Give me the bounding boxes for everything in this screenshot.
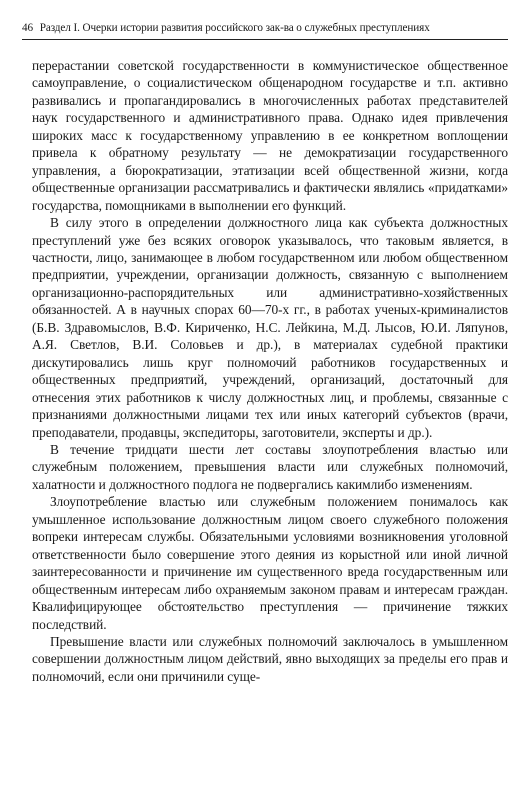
page-number: 46: [22, 22, 33, 34]
header-rule: [22, 39, 508, 40]
paragraph: Злоупотребление властью или служебным положением понималось как умышленное использование должностным лицом своего служебного положения вопреки интересам службы. Обязательными условиями возникновения уголовной ответственности было совершение этого деяния из корыстной или иной личной заинтересованности и причинение им существенного вреда государственным или общественным интересам либо охраняемым законом правам и интересам граждан. Квалифицирующее обстоятельство преступления — причинение тяжких последствий.: [32, 494, 508, 632]
paragraph: В силу этого в определении должностного лица как субъекта должностных преступлений уже без всяких оговорок указывалось, что таковым является, в частности, лицо, занимающее в любом государственном или любом общественном предприятии, учреждении, организации должность, связанную с выполнением организационно-распорядительных или административно-хозяйственных обязанностей. А в научных спорах 60—70-х гг., в работах ученых-криминалистов (Б.В. Здравомыслов, В.Ф. Кириченко, Н.С. Лейкина, М.Д. Лысов, Ю.И. Ляпунов, А.Я. Светлов, В.И. Соловьев и др.), в материалах судебной практики дискутировались лишь круг полномочий работников государственных и общественных предприятий, учреждений, организаций, достаточный для отнесения этих работников к числу должностных лиц, и проблемы, связанные с признаниями должностными лицами тех или иных категорий субъектов (врачи, преподаватели, продавцы, экспедиторы, заготовители, эксперты и др.).: [32, 215, 508, 440]
body-text: [32, 57, 508, 685]
running-header: [22, 22, 508, 35]
paragraph-continuation: перерастании советской государственности в коммунистическое общественное самоуправление, о социалистическом общенародном государстве и т.п. активно развивались и пропагандировались в многочисленных работах представителей наук государственного и административного права. Однако идея привлечения широких масс к государственному управлению в ее конкретном воплощении привела к обратному результату — не демократизации государственного управления, а бюрократизации, этатизации всей общественной жизни, когда общественные организации рассматривались и фактически являлись «придатками» государства, помощниками в выполнении его функций.: [32, 58, 508, 213]
paragraph: Превышение власти или служебных полномочий заключалось в умышленном совершении должностным лицом действий, явно выходящих за пределы его прав и полномочий, если они причинили суще-: [32, 633, 508, 684]
paragraph: В течение тридцати шести лет составы злоупотребления властью или служебным положением, превышения власти или служебных полномочий, халатности и должностного подлога не подвергались какимлибо изменениям.: [32, 441, 508, 492]
running-title: Раздел I. Очерки истории развития российского зак-ва о служебных преступлениях: [39, 22, 430, 34]
